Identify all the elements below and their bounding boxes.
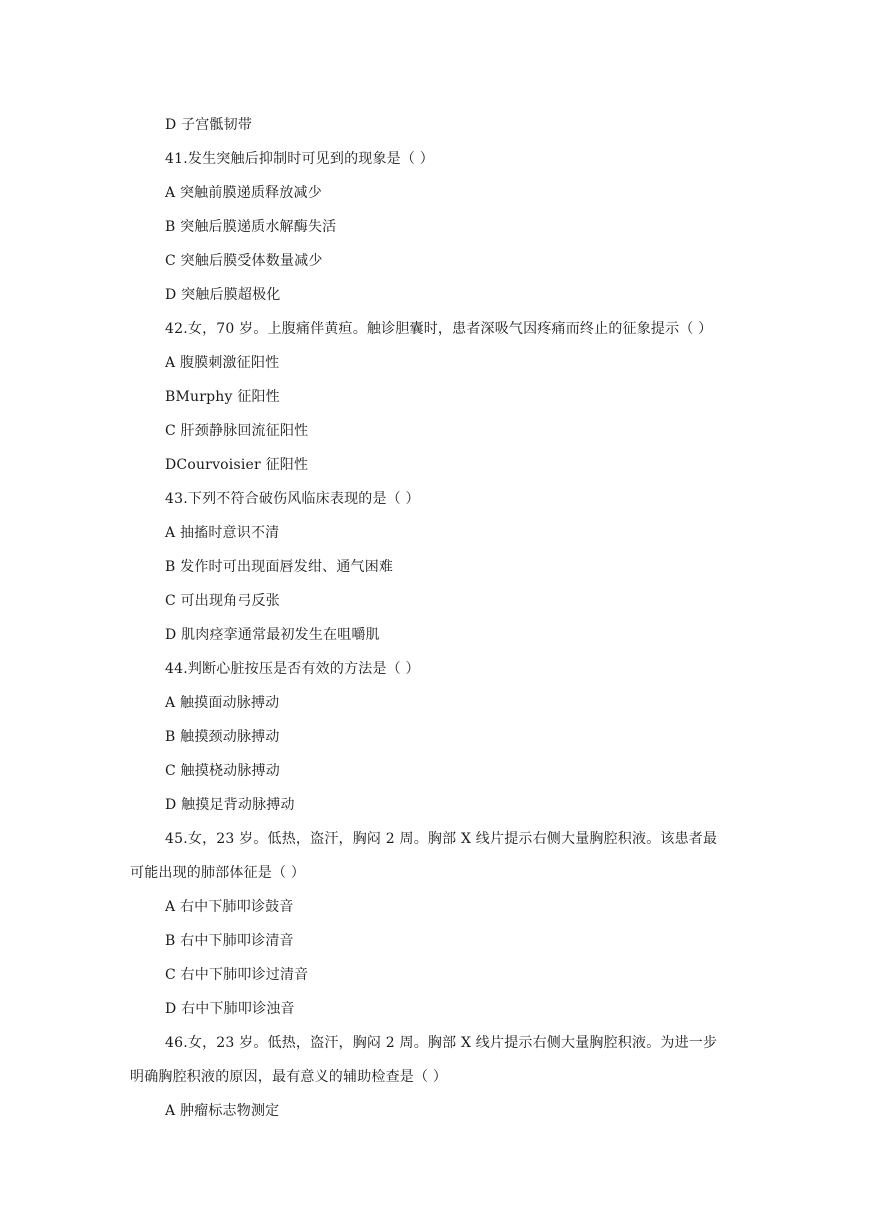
option-line: C 肝颈静脉回流征阳性: [165, 423, 309, 439]
question-line-continued: 可能出现的肺部体征是（ ）: [130, 865, 306, 881]
question-line: 46.女，23 岁。低热，盗汗，胸闷 2 周。胸部 X 线片提示右侧大量胸腔积液。为进一步: [165, 1035, 718, 1051]
question-line-continued: 明确胸腔积液的原因，最有意义的辅助检查是（ ）: [130, 1069, 448, 1085]
option-line: B 发作时可出现面唇发绀、通气困难: [165, 559, 394, 575]
option-line: A 腹膜刺激征阳性: [165, 355, 280, 371]
question-line: 42.女，70 岁。上腹痛伴黄疸。触诊胆囊时，患者深吸气因疼痛而终止的征象提示（ ）: [165, 321, 713, 337]
option-line: DCourvoisier 征阳性: [165, 457, 309, 473]
option-line: BMurphy 征阳性: [165, 389, 280, 405]
option-line: D 突触后膜超极化: [165, 287, 281, 303]
option-line: C 右中下肺叩诊过清音: [165, 967, 309, 983]
question-line: 45.女，23 岁。低热，盗汗，胸闷 2 周。胸部 X 线片提示右侧大量胸腔积液。该患者最: [165, 831, 718, 847]
option-line: C 突触后膜受体数量减少: [165, 253, 323, 269]
option-line: C 可出现角弓反张: [165, 593, 280, 609]
exam-content: [130, 108, 742, 1128]
option-line: D 触摸足背动脉搏动: [165, 797, 295, 813]
option-line: D 子宫骶韧带: [165, 117, 253, 133]
option-line: C 触摸桡动脉搏动: [165, 763, 280, 779]
option-line: B 触摸颈动脉搏动: [165, 729, 280, 745]
option-line: D 右中下肺叩诊浊音: [165, 1001, 295, 1017]
option-line: A 肿瘤标志物测定: [165, 1103, 280, 1119]
option-line: B 右中下肺叩诊清音: [165, 933, 294, 949]
option-line: A 触摸面动脉搏动: [165, 695, 280, 711]
question-line: 44.判断心脏按压是否有效的方法是（ ）: [165, 661, 420, 677]
option-line: B 突触后膜递质水解酶失活: [165, 219, 337, 235]
option-line: A 突触前膜递质释放减少: [165, 185, 322, 201]
option-line: A 右中下肺叩诊鼓音: [165, 899, 294, 915]
option-line: D 肌肉痉挛通常最初发生在咀嚼肌: [165, 627, 380, 643]
question-line: 43.下列不符合破伤风临床表现的是（ ）: [165, 491, 420, 507]
question-line: 41.发生突触后抑制时可见到的现象是（ ）: [165, 151, 434, 167]
option-line: A 抽搐时意识不清: [165, 525, 280, 541]
